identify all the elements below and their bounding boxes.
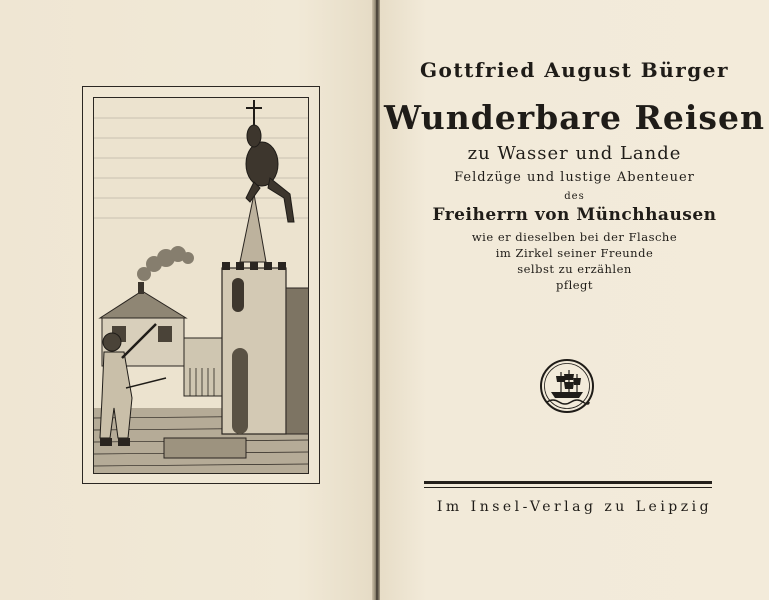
subtitle-line-3: selbst zu erzählen xyxy=(517,262,632,276)
subtitle-line-1: wie er dieselben bei der Flasche xyxy=(471,230,678,244)
wall-gate xyxy=(184,338,222,396)
book-title: Wunderbare Reisen xyxy=(383,98,765,137)
baron-name: Freiherrn von Münchhausen xyxy=(432,205,717,225)
subtitle-campaigns: Feldzüge und lustige Abenteuer xyxy=(454,170,695,185)
subtitle-line-4: pflegt xyxy=(555,278,594,292)
book-gutter xyxy=(372,0,380,600)
subtitle-line-2: im Zirkel seiner Freunde xyxy=(495,246,654,260)
frontispiece-illustration xyxy=(93,97,309,474)
title-page xyxy=(380,0,769,600)
imprint-rule-thin xyxy=(424,487,712,488)
publisher-imprint: Im Insel-Verlag zu Leipzig xyxy=(436,499,713,515)
grave-slab xyxy=(164,438,246,458)
imprint-rule-thick xyxy=(424,481,712,484)
author-name: Gottfried August Bürger xyxy=(419,58,730,82)
engraving-drawing xyxy=(94,98,309,474)
ship-vignette-icon xyxy=(539,358,595,414)
book-subtitle: zu Wasser und Lande xyxy=(467,143,682,164)
subtitle-des: des xyxy=(564,191,585,202)
